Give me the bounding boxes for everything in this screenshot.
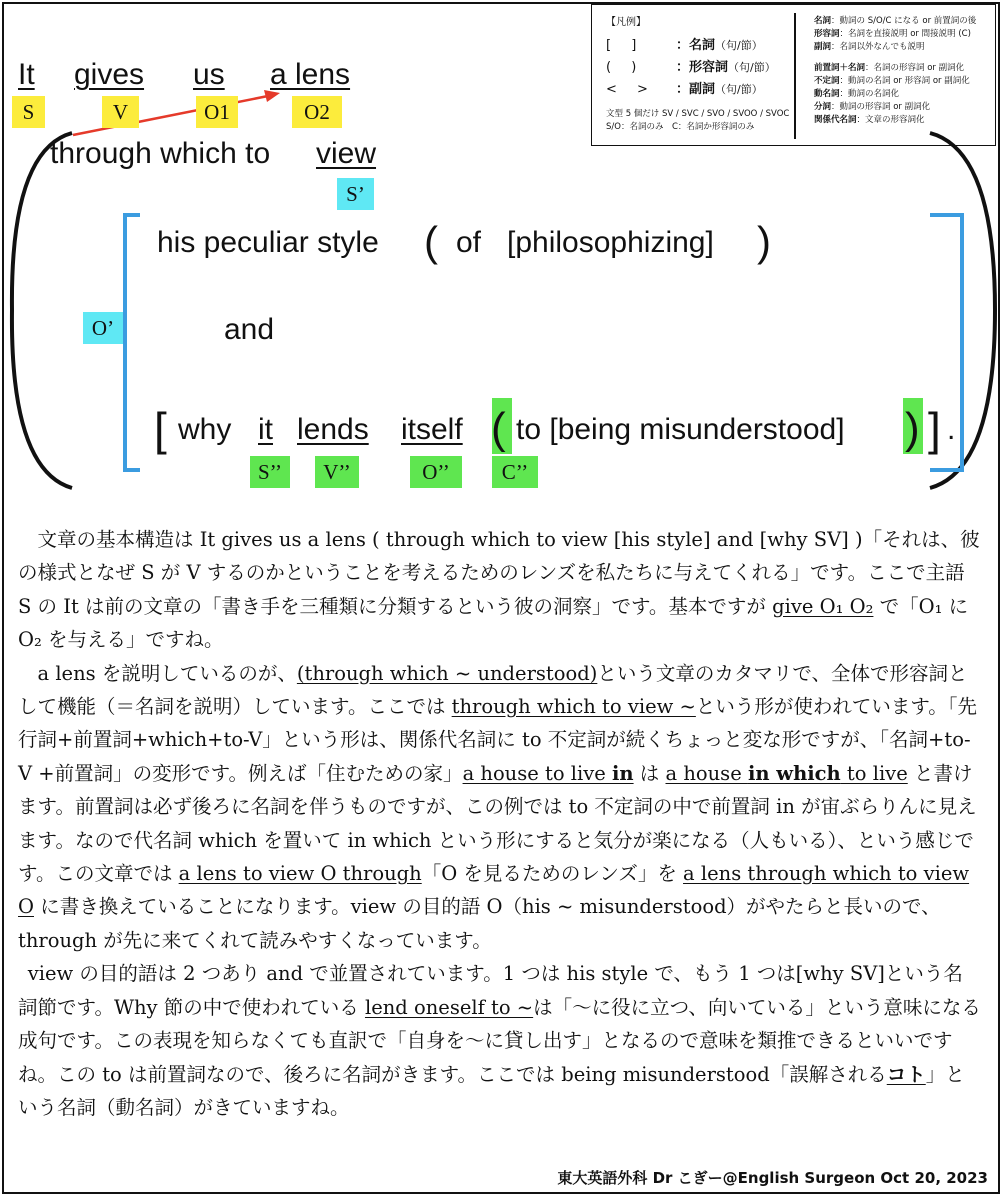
final-period: .	[947, 413, 956, 446]
legend-def: 不定詞：動詞の名詞 or 形容詞 or 副詞化	[814, 76, 970, 86]
green-paren-open: (	[491, 404, 506, 453]
legend-def: 形容詞：名詞を直接説明 or 間接説明 (C)	[814, 29, 971, 39]
word-and: and	[224, 313, 275, 346]
tag-v: V	[102, 96, 139, 128]
green-paren-close: )	[905, 404, 920, 453]
legend-row-adjective: ( ) ：形容詞（句/節）	[606, 59, 776, 75]
word-it-2: it	[258, 413, 273, 446]
word-itself: itself	[401, 413, 463, 446]
tag-o1: O1	[196, 96, 238, 128]
legend-def: 前置詞＋名詞：名詞の形容詞 or 副詞化	[814, 63, 965, 73]
paren-close: )	[757, 218, 771, 265]
legend-def: 副詞：名詞以外なんでも説明	[814, 42, 925, 52]
legend-def: 動名詞：動詞の名詞化	[814, 89, 900, 99]
phrase-to-being-misunderstood: to [being misunderstood]	[516, 413, 845, 446]
paren-open: (	[424, 218, 438, 265]
tag-o2: O2	[292, 96, 342, 128]
outer-paren-left	[12, 133, 72, 488]
tag-v-double-prime: V’’	[315, 456, 359, 488]
tag-s-prime: S’	[337, 178, 374, 210]
legend-def: 関係代名詞：文章の形容詞化	[814, 115, 925, 125]
phrase-through-which-to: through which to	[50, 137, 271, 170]
word-a-lens: a lens	[270, 58, 351, 91]
word-view: view	[316, 137, 377, 170]
tag-o-prime: O’	[83, 312, 123, 344]
legend-title: 【凡例】	[606, 17, 646, 28]
blue-bracket-left	[125, 215, 140, 470]
word-why: why	[178, 413, 232, 446]
word-gives: gives	[74, 58, 145, 91]
paragraph-1: 文章の基本構造は It gives us a lens ( through which to view [his style] and [why SV] )「それは、彼の様式となぜ S が V するのかということを考えるためのレンズを私たちに与えてくれる」です。ここで主語 S の It は前の文章の「書き手を三種類に分類するという彼の洞察」です。基本ですが give O₁ O₂ で「O₁ に O₂ を与える」ですね。	[18, 528, 980, 652]
paragraph-3: view の目的語は 2 つあり and で並置されています。1 つは his style で、もう 1 つは[why SV]という名詞節です。Why 節の中で使われている lend oneself to ~は「〜に役に立つ、向いている」という意味になる成句です。この表現を知らなくても直訳で「自身を〜に貸し出す」となるので意味を類推できるといいですね。この to は前置詞なので、後ろに名詞がきます。ここでは being misunderstood「誤解されるコト」という名詞（動名詞）がきていますね。	[18, 962, 981, 1119]
bracket-open: [	[154, 403, 167, 455]
tag-s-double-prime: S’’	[250, 456, 290, 488]
paragraph-2: a lens を説明しているのが、(through which ~ understood)という文章のカタマリで、全体で形容詞として機能（＝名詞を説明）しています。ここでは through which to view ~という形が使われています。「先行詞+前置詞+which+to-V」という形は、関係代名詞に to 不定詞が続くちょっと変な形ですが、「名詞+to-V +前置詞」の変形です。例えば「住むための家」a house to live in は a house in which to live と書けます。前置詞は必ず後ろに名詞を伴うものですが、この例では to 不定詞の中で前置詞 in が宙ぶらりんに見えます。なので代名詞 which を置いて in which という形にすると気分が楽になる（人もいる）、という感じです。この文章では a lens to view O through「O を見るためのレンズ」を a lens through which to view O に書き換えていることになります。view の目的語 O（his ~ misunderstood）がやたらと長いので、through が先に来てくれて読みやすくなっています。	[18, 661, 978, 952]
tag-c-double-prime: C’’	[492, 456, 538, 488]
tag-o-double-prime: O’’	[410, 456, 462, 488]
word-it: It	[18, 58, 35, 91]
legend-row-adverb: < > ：副詞（句/節）	[606, 81, 763, 97]
word-philosophizing: [philosophizing]	[507, 226, 714, 259]
word-lends: lends	[297, 413, 369, 446]
legend-def: 分詞：動詞の形容詞 or 副詞化	[814, 102, 931, 112]
legend-notes: 文型 5 個だけ SV / SVC / SVO / SVOO / SVOC S/O：名詞のみ C：名詞か形容詞のみ	[606, 109, 790, 132]
footer-credit: 東大英語外科 Dr こぎー@English Surgeon Oct 20, 2023	[557, 1169, 988, 1187]
legend-row-noun: [ ] ：名詞（句/節）	[606, 37, 763, 53]
tag-s: S	[12, 96, 45, 128]
bracket-close: ]	[928, 403, 941, 455]
word-us: us	[193, 58, 225, 91]
explanation-body	[18, 523, 982, 1124]
legend-def: 名詞：動詞の S/O/C になる or 前置詞の後	[814, 16, 977, 26]
phrase-his-peculiar-style: his peculiar style	[157, 226, 379, 259]
word-of: of	[456, 226, 482, 259]
